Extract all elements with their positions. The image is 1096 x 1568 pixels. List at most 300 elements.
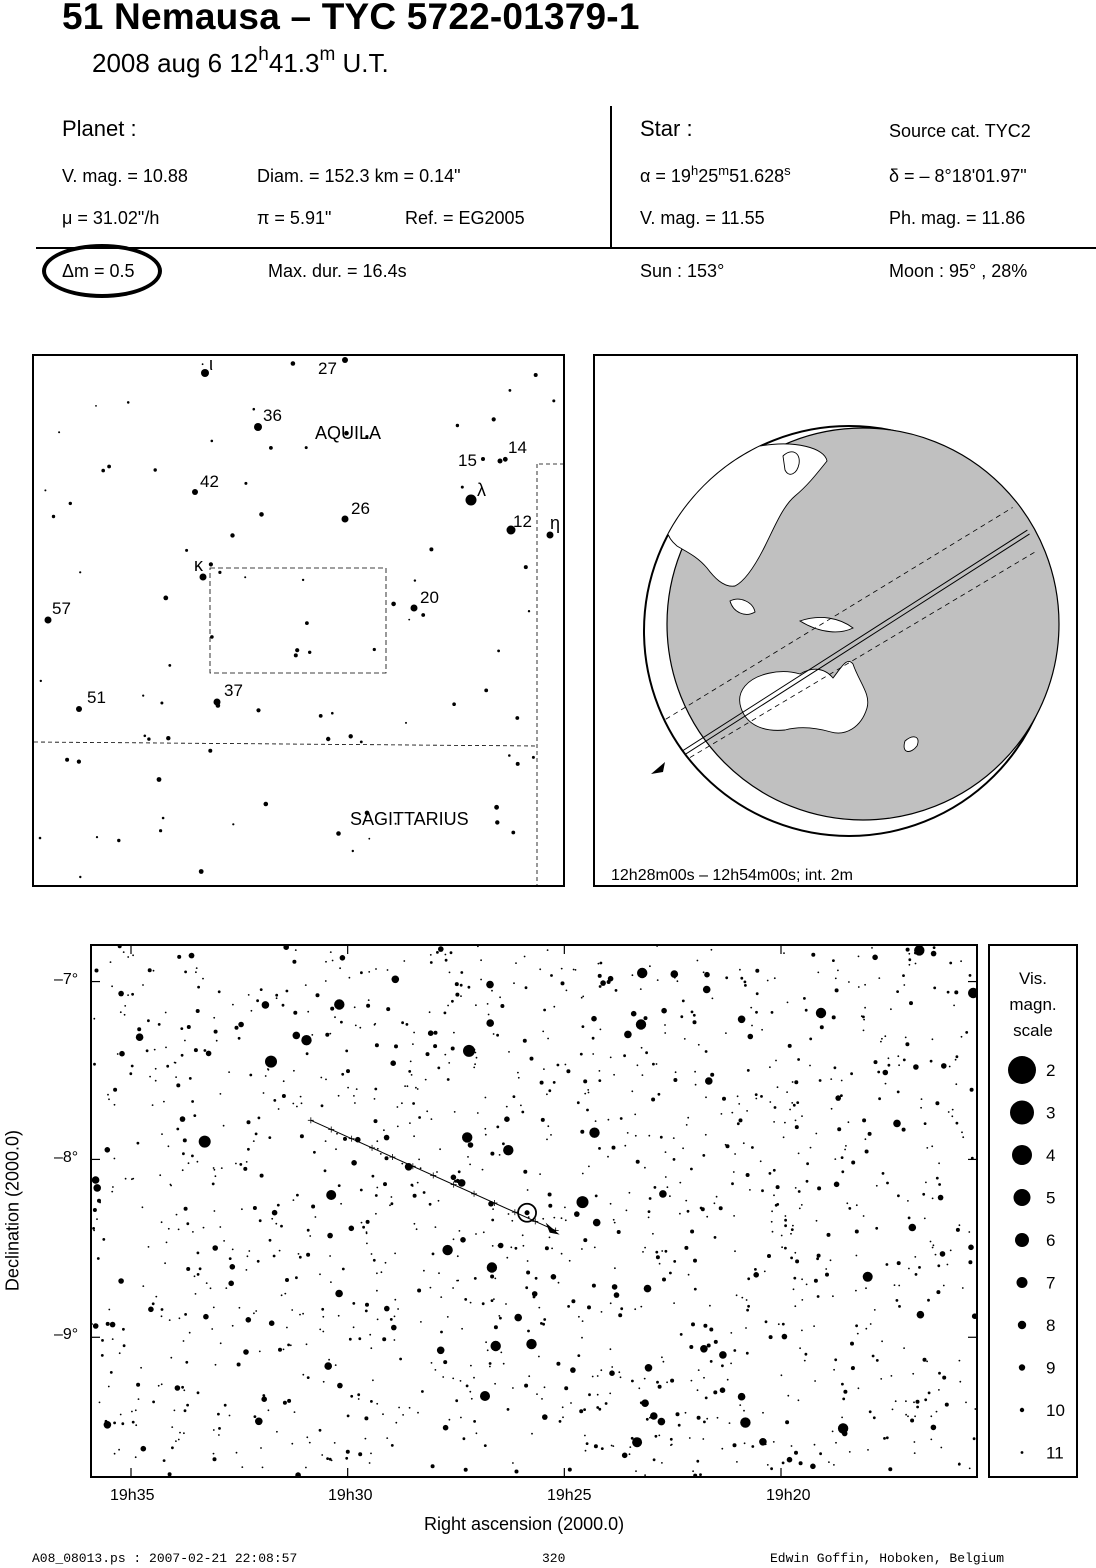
chart-star [762, 1412, 764, 1414]
chart-star [357, 1393, 360, 1396]
chart-star [916, 1406, 919, 1409]
chart-star [460, 1380, 462, 1382]
chart-star [467, 1156, 469, 1158]
chart-star [375, 1213, 377, 1215]
chart-star [182, 1169, 184, 1171]
star-label-37: 37 [224, 681, 243, 700]
chart-star [136, 1383, 140, 1387]
chart-star [246, 1317, 252, 1323]
chart-star [657, 979, 659, 981]
chart-star [513, 982, 515, 984]
chart-star [329, 1033, 331, 1035]
chart-star [368, 971, 370, 973]
chart-star [913, 1064, 919, 1070]
chart-star [189, 954, 193, 958]
chart-star [581, 997, 583, 999]
chart-star [760, 1160, 762, 1162]
chart-star [111, 1191, 113, 1193]
chart-star [445, 954, 447, 956]
chart-star [418, 1159, 420, 1161]
chart-star [508, 1051, 510, 1053]
chart-star [805, 1353, 808, 1356]
chart-star [440, 1331, 443, 1334]
chart-star [817, 972, 819, 974]
chart-star [773, 1121, 775, 1123]
chart-star [291, 1309, 293, 1311]
chart-star [764, 1271, 766, 1273]
chart-star [599, 1070, 601, 1072]
star-alpha [640, 163, 791, 187]
chart-star [825, 1268, 827, 1270]
chart-star [548, 1204, 552, 1208]
chart-star [184, 1040, 186, 1042]
chart-star [110, 961, 112, 963]
chart-star [287, 1344, 290, 1347]
chart-star [214, 1169, 216, 1171]
chart-star [123, 1344, 126, 1347]
chart-star [394, 1316, 396, 1318]
chart-star [235, 1163, 237, 1165]
chart-star [739, 1404, 741, 1406]
chart-star [295, 1472, 301, 1476]
chart-star [228, 1281, 234, 1287]
chart-star [905, 1042, 909, 1046]
star-delta: δ = – 8°18'01.97" [889, 166, 1027, 186]
chart-star [185, 1361, 188, 1364]
chart-star [580, 1130, 584, 1134]
chart-star [744, 984, 747, 987]
chart-star [397, 1126, 399, 1128]
chart-star [426, 1110, 428, 1112]
finder-star [127, 401, 130, 404]
finder-star [497, 650, 500, 653]
chart-star [945, 1403, 949, 1407]
legend-dot [1010, 1101, 1034, 1125]
finder-star [305, 621, 309, 625]
chart-star [656, 1255, 660, 1259]
alpha-pre: α = 19 [640, 166, 691, 186]
chart-star [591, 1016, 597, 1022]
chart-star [924, 1218, 926, 1220]
chart-star [331, 1460, 333, 1462]
chart-star [765, 1443, 767, 1445]
chart-star [570, 1402, 572, 1404]
chart-star [790, 1233, 792, 1235]
chart-star [117, 1053, 119, 1055]
chart-star [456, 1280, 458, 1282]
chart-star [386, 1437, 388, 1439]
chart-star [440, 1296, 442, 1298]
chart-star [137, 1142, 140, 1145]
chart-star [814, 1380, 816, 1382]
chart-star [857, 1333, 859, 1335]
chart-star [377, 1148, 379, 1150]
chart-star [449, 1419, 451, 1421]
chart-star [858, 1387, 860, 1389]
planet-ref: Ref. = EG2005 [405, 208, 525, 228]
chart-star [147, 1019, 150, 1022]
chart-star [218, 990, 221, 993]
chart-star [447, 1005, 449, 1007]
chart-star [243, 1349, 249, 1355]
chart-star [734, 1250, 736, 1252]
chart-star [886, 1182, 889, 1185]
chart-star [511, 1220, 513, 1222]
chart-star [613, 1074, 615, 1076]
chart-star [705, 1397, 708, 1400]
chart-star [922, 1193, 925, 1196]
chart-star [932, 1247, 934, 1249]
chart-star [496, 1034, 499, 1037]
max-duration: Max. dur. = 16.4s [268, 261, 407, 281]
chart-star [569, 1260, 571, 1262]
chart-star [658, 1418, 666, 1426]
chart-star [403, 960, 405, 962]
legend-label: 7 [1046, 1273, 1056, 1293]
finder-star [253, 408, 256, 411]
chart-star [224, 1404, 227, 1407]
chart-star [372, 1379, 374, 1381]
chart-star [341, 1073, 344, 1076]
chart-star [528, 1375, 530, 1377]
chart-star [235, 1026, 239, 1030]
chart-star [159, 1174, 161, 1176]
chart-star [965, 1031, 968, 1034]
chart-star [567, 1305, 570, 1308]
chart-star [345, 1050, 348, 1053]
chart-star [432, 1253, 435, 1256]
chart-star [154, 1049, 156, 1051]
chart-star [547, 949, 549, 951]
chart-star [582, 1173, 584, 1175]
chart-star [413, 1032, 415, 1034]
chart-star [696, 1460, 699, 1463]
chart-star [521, 1111, 524, 1114]
chart-star [832, 1295, 834, 1297]
chart-star [438, 1200, 440, 1202]
chart-star [693, 1014, 696, 1017]
legend-dot [1015, 1233, 1029, 1247]
ut-text: U.T. [335, 48, 389, 78]
chart-star [923, 1358, 927, 1362]
chart-star [292, 1103, 294, 1105]
table-divider-vertical [610, 106, 612, 248]
chart-star [614, 1222, 616, 1224]
chart-star [915, 963, 917, 965]
chart-star [598, 1079, 601, 1082]
chart-star [659, 1263, 661, 1265]
chart-star [141, 1446, 147, 1452]
chart-star [418, 1116, 421, 1119]
chart-star [362, 1226, 365, 1229]
legend-dot [1021, 1451, 1024, 1454]
chart-star [629, 1453, 631, 1455]
chart-star [255, 1418, 263, 1426]
chart-star [194, 1275, 196, 1277]
chart-star [782, 1334, 788, 1340]
chart-star [937, 1264, 940, 1267]
chart-star [573, 969, 575, 971]
chart-star [825, 1273, 829, 1277]
chart-star [787, 1395, 789, 1397]
chart-star [841, 1080, 843, 1082]
finder-star [421, 613, 425, 617]
chart-star [540, 1322, 543, 1325]
chart-star [801, 1115, 803, 1117]
chart-star [282, 1094, 286, 1098]
chart-star [972, 1313, 976, 1319]
chart-star [518, 1077, 520, 1079]
chart-star [793, 1277, 796, 1280]
chart-star [649, 1197, 652, 1200]
chart-star [832, 1431, 834, 1433]
chart-star [682, 1147, 684, 1149]
chart-star [908, 1217, 911, 1220]
chart-star [163, 1101, 165, 1103]
finder-star [291, 361, 296, 366]
chart-star [114, 1453, 116, 1455]
chart-star [410, 1061, 412, 1063]
chart-star [286, 1327, 288, 1329]
chart-star [716, 1196, 718, 1198]
chart-star [738, 1016, 746, 1024]
chart-star [787, 1002, 789, 1004]
chart-star [544, 1386, 546, 1388]
chart-star [404, 1085, 406, 1087]
finder-star [201, 369, 209, 377]
chart-star [259, 1219, 262, 1222]
chart-star [253, 1206, 257, 1210]
chart-star [394, 1339, 396, 1341]
chart-star [491, 1219, 494, 1222]
chart-star [855, 1290, 857, 1292]
chart-star [561, 1253, 563, 1255]
footer-page: 320 [542, 1551, 566, 1566]
chart-star [783, 1136, 785, 1138]
chart-star [412, 1185, 414, 1187]
finder-star [211, 440, 214, 443]
chart-star [485, 1134, 487, 1136]
chart-star [746, 1173, 750, 1177]
chart-star [793, 1288, 795, 1290]
chart-star [239, 1163, 242, 1166]
chart-star [273, 1099, 276, 1102]
chart-star [640, 988, 642, 990]
chart-star [498, 1243, 504, 1249]
star-source: Source cat. TYC2 [889, 121, 1031, 141]
chart-star [897, 1261, 901, 1265]
chart-star [368, 999, 370, 1001]
chart-star [504, 1116, 510, 1122]
chart-star [773, 1169, 776, 1172]
chart-star [652, 1063, 655, 1066]
chart-star [592, 1053, 594, 1055]
chart-star [539, 1173, 541, 1175]
star-label-kappa: κ [194, 555, 203, 575]
chart-star [897, 1194, 900, 1197]
chart-star [330, 1281, 332, 1283]
chart-star [524, 1384, 528, 1388]
chart-star [463, 1437, 466, 1440]
chart-star [306, 1052, 309, 1055]
chart-star [442, 1376, 444, 1378]
chart-star [675, 1071, 677, 1073]
chart-star [618, 1313, 622, 1317]
chart-star [617, 1230, 621, 1234]
chart-star [452, 1287, 454, 1289]
chart-star [561, 1217, 563, 1219]
chart-star [711, 949, 713, 951]
chart-star [961, 1131, 963, 1133]
chart-star [338, 1095, 340, 1097]
chart-star [961, 1036, 963, 1038]
chart-star [828, 1461, 830, 1463]
chart-star [970, 1088, 974, 1092]
chart-star [397, 1106, 399, 1108]
finder-star [95, 405, 97, 407]
chart-star [773, 1441, 775, 1443]
chart-star [562, 1416, 564, 1418]
finder-star [411, 605, 418, 612]
chart-star [962, 1136, 964, 1138]
chart-star [158, 1385, 160, 1387]
constellation-boundary-south [34, 742, 537, 746]
chart-star [306, 1253, 310, 1257]
star-label-36: 36 [263, 406, 282, 425]
chart-star [384, 1306, 390, 1312]
chart-star [184, 971, 187, 974]
chart-star [487, 1262, 497, 1272]
chart-star [426, 1052, 430, 1056]
chart-star [315, 1216, 317, 1218]
chart-star [232, 1249, 234, 1251]
chart-star [588, 1166, 590, 1168]
table-divider-horizontal [36, 247, 1096, 249]
chart-star [241, 1208, 243, 1210]
chart-star [595, 1195, 598, 1198]
chart-star [565, 1219, 567, 1221]
chart-star [391, 1202, 394, 1205]
chart-star [679, 1182, 681, 1184]
chart-star [253, 1312, 255, 1314]
chart-star [565, 1064, 567, 1066]
chart-star [705, 1077, 713, 1085]
chart-star [108, 1098, 110, 1100]
x-tick-label-1930: 19h30 [328, 1487, 373, 1504]
chart-star [148, 1246, 150, 1248]
chart-star [557, 1064, 560, 1067]
chart-star [295, 1276, 298, 1279]
chart-star [795, 1259, 799, 1263]
chart-star [435, 1369, 437, 1371]
chart-star [655, 1435, 658, 1438]
chart-star [581, 1248, 583, 1250]
finder-star [259, 512, 264, 517]
finder-star [209, 562, 213, 566]
chart-star [806, 1284, 808, 1286]
chart-star [302, 1313, 304, 1315]
chart-star [805, 1009, 808, 1012]
chart-star [629, 1446, 631, 1448]
chart-star [671, 970, 679, 978]
chart-star [798, 1153, 800, 1155]
chart-star [230, 1264, 236, 1270]
chart-star [968, 1245, 974, 1251]
legend-dot [1019, 1364, 1025, 1370]
chart-star [238, 1037, 241, 1040]
chart-star [644, 1247, 646, 1249]
chart-star [370, 1347, 372, 1349]
chart-star [131, 993, 134, 996]
chart-star [703, 1421, 706, 1424]
chart-star [273, 1255, 276, 1258]
chart-star [358, 1337, 361, 1340]
chart-star [709, 1328, 713, 1332]
legend-dot [1020, 1408, 1024, 1412]
chart-star [374, 1088, 377, 1091]
chart-star [275, 994, 278, 997]
chart-star [293, 1032, 301, 1040]
chart-star [919, 953, 921, 955]
chart-star [311, 1205, 315, 1209]
chart-star [430, 1287, 432, 1289]
chart-star [197, 1391, 200, 1394]
chart-star [545, 1246, 549, 1250]
chart-star [592, 1037, 595, 1040]
chart-star [682, 1000, 685, 1003]
chart-star [97, 1199, 101, 1203]
chart-star [582, 1025, 585, 1028]
finder-star [159, 829, 162, 832]
chart-star [881, 1038, 883, 1040]
chart-star [755, 1011, 758, 1014]
chart-star [253, 1140, 255, 1142]
chart-star [514, 1314, 522, 1322]
chart-star [431, 1464, 435, 1468]
chart-star [656, 1381, 659, 1384]
chart-star [423, 1191, 426, 1194]
min-sup: m [319, 44, 336, 65]
chart-star [358, 1398, 360, 1400]
chart-star [680, 1333, 683, 1336]
star-label-12: 12 [513, 512, 532, 531]
chart-star [346, 1450, 350, 1454]
chart-star [610, 1302, 612, 1304]
chart-star [817, 1186, 821, 1190]
chart-star [229, 1415, 231, 1417]
finder-star [552, 399, 555, 402]
chart-star [610, 1057, 612, 1059]
chart-star [769, 1066, 771, 1068]
chart-star [930, 1241, 932, 1243]
chart-star [155, 1080, 157, 1082]
chart-star [916, 1400, 920, 1404]
chart-star [374, 1024, 376, 1026]
chart-star [451, 1175, 457, 1181]
chart-star [813, 1325, 815, 1327]
chart-star [282, 1004, 285, 1007]
chart-star [694, 1071, 696, 1073]
chart-star [541, 1398, 543, 1400]
chart-star [295, 949, 297, 951]
chart-star [543, 1318, 546, 1321]
chart-star [738, 1393, 746, 1401]
chart-star [119, 1352, 121, 1354]
chart-star [99, 1402, 101, 1404]
chart-star [927, 1299, 930, 1302]
chart-star [493, 1033, 495, 1035]
star-label-lambda: λ [477, 480, 486, 500]
